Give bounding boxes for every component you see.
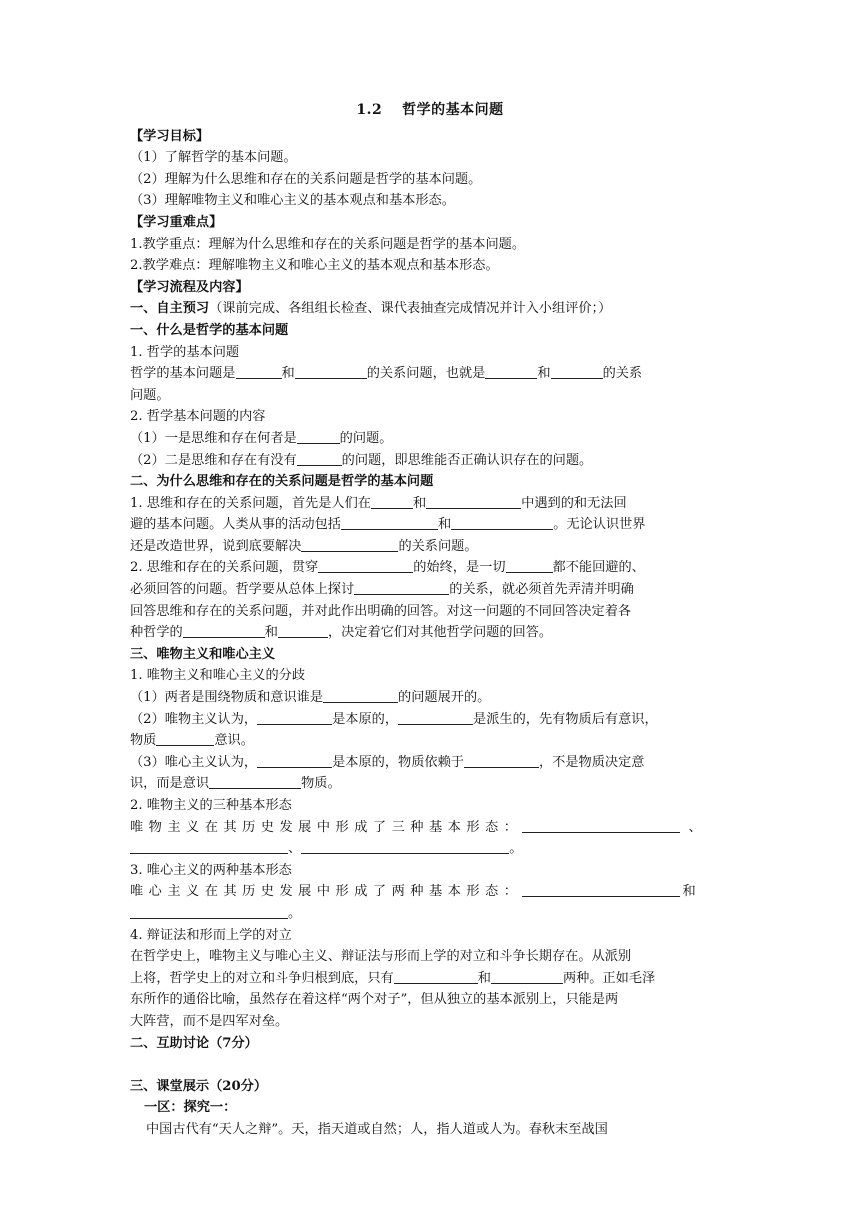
text-line: （1）一是思维和存在何者是 的问题。 (130, 430, 393, 446)
document-title: 1.2 哲学的基本问题 (356, 102, 504, 118)
fill-blank[interactable] (323, 688, 398, 703)
text-line: 大阵营，而不是四军对垒。 (130, 1013, 289, 1029)
document-page (130, 100, 730, 1141)
text-line: 物质 意识。 (130, 733, 254, 749)
text-line: 识，而是意识 物质。 (130, 776, 341, 792)
text-line: 在哲学史上，唯物主义与唯心主义、辩证法与形而上学的对立和斗争长期存在。从派别 (130, 949, 632, 965)
fill-blank[interactable] (371, 494, 413, 509)
fill-blank[interactable] (398, 710, 473, 725)
text-line: 必须回答的问题。哲学要从总体上探讨 的关系，就必须首先弄清并明确 (130, 582, 634, 598)
text-line: （2）二是思维和存在有没有 的问题，即思维能否正确认识存在的问题。 (130, 452, 593, 468)
fill-blank[interactable] (236, 364, 282, 379)
fill-blank[interactable] (354, 580, 449, 595)
text-line: 1. 唯物主义和唯心主义的分歧 (130, 668, 306, 684)
fill-blank[interactable] (297, 451, 342, 466)
text-line: 唯心主义在其历史发展中形成了两种基本形态： 和 (130, 884, 696, 900)
text-line: （3）理解唯物主义和唯心主义的基本观点和基本形态。 (130, 193, 455, 209)
text-line: 3. 唯心主义的两种基本形态 (130, 862, 292, 878)
text-line: 种哲学的 和 ，决定着它们对其他哲学问题的回答。 (130, 625, 553, 641)
text-line: 上将，哲学史上的对立和斗争归根到底，只有 和 两种。正如毛泽 (130, 970, 656, 986)
text-line: 2. 哲学基本问题的内容 (130, 409, 266, 425)
fill-blank[interactable] (341, 515, 438, 530)
text-line: 。 (130, 903, 730, 925)
text-line: 2. 唯物主义的三种基本形态 (130, 798, 292, 813)
text-line: （2）理解为什么思维和存在的关系问题是哲学的基本问题。 (130, 171, 482, 187)
fill-blank[interactable] (209, 774, 301, 789)
text-line: 、 。 (130, 838, 730, 860)
subsection-heading: 三、唯物主义和唯心主义 (130, 646, 276, 662)
text-line: 问题。 (130, 387, 170, 403)
fill-blank[interactable] (551, 364, 603, 379)
heading-part: 一、自主预习 (130, 301, 210, 317)
fill-blank[interactable] (522, 818, 680, 833)
text-line: 哲学的基本问题是 和 的关系问题，也就是 和 的关系 (130, 366, 643, 382)
fill-blank[interactable] (257, 710, 332, 725)
text-line: 1.教学重点：理解为什么思维和存在的关系问题是哲学的基本问题。 (130, 236, 526, 252)
fill-blank[interactable] (318, 558, 413, 573)
text-line (130, 298, 730, 320)
text-line: 4. 辩证法和形而上学的对立 (130, 927, 292, 943)
fill-blank[interactable] (257, 753, 332, 768)
text-line: （3）唯心主义认为， 是本原的，物质依赖于 ，不是物质决定意 (130, 754, 645, 770)
section-heading: 【学习重难点】 (130, 214, 223, 230)
fill-blank[interactable] (297, 429, 340, 444)
section-heading: 【学习目标】 (130, 128, 210, 144)
text-line: 1. 哲学的基本问题 (130, 344, 240, 360)
fill-blank[interactable] (394, 969, 478, 984)
subsection-heading: 二、为什么思维和存在的关系问题是哲学的基本问题 (130, 474, 434, 490)
subsection-heading: 一区：探究一： (144, 1100, 237, 1116)
text-line: 2. 思维和存在的关系问题，贯穿 的始终，是一切 都不能回避的、 (130, 560, 645, 576)
fill-blank[interactable] (522, 882, 680, 897)
section-heading: 三、课堂展示（20分） (130, 1078, 268, 1094)
fill-blank[interactable] (278, 623, 328, 638)
section-heading: 【学习流程及内容】 (130, 279, 249, 295)
text-line: 东所作的通俗比喻，虽然存在着这样“两个对子”，但从独立的基本派别上，只能是两 (130, 992, 619, 1008)
text-line: （1）了解哲学的基本问题。 (130, 150, 297, 166)
text-part: （课前完成、各组组长检查、课代表抽查完成情况并计入小组评价；） (209, 301, 612, 317)
fill-blank[interactable] (130, 904, 288, 919)
fill-blank[interactable] (426, 494, 521, 509)
fill-blank[interactable] (485, 364, 537, 379)
text-line: 还是改造世界，说到底要解决 的关系问题。 (130, 538, 478, 554)
text-line: 中国古代有“天人之辩”。天，指天道或自然；人，指人道或人为。春秋末至战国 (146, 1121, 608, 1137)
fill-blank[interactable] (506, 558, 553, 573)
text-line: 避的基本问题。人类从事的活动包括 和 。无论认识世界 (130, 517, 646, 533)
fill-blank[interactable] (301, 537, 398, 552)
fill-blank[interactable] (451, 515, 553, 530)
fill-blank[interactable] (156, 731, 214, 746)
fill-blank[interactable] (295, 364, 367, 379)
section-heading: 二、互助讨论（7分） (130, 1035, 258, 1051)
text-line: 2.教学难点：理解唯物主义和唯心主义的基本观点和基本形态。 (130, 258, 499, 274)
fill-blank[interactable] (491, 969, 563, 984)
text-line: 回答思维和存在的关系问题，并对此作出明确的回答。对这一问题的不同回答决定着各 (130, 603, 632, 619)
text-line: （1）两者是围绕物质和意识谁是 的问题展开的。 (130, 690, 491, 706)
subsection-heading: 一、什么是哲学的基本问题 (130, 322, 289, 338)
blank-space (130, 1054, 730, 1076)
text-line: （2）唯物主义认为， 是本原的， 是派生的，先有物质后有意识， (130, 711, 658, 727)
text-line: 1. 思维和存在的关系问题，首先是人们在 和 中遇到的和无法回 (130, 495, 627, 511)
fill-blank[interactable] (130, 839, 288, 854)
text-line: 唯物主义在其历史发展中形成了三种基本形态： 、 (130, 819, 702, 835)
fill-blank[interactable] (464, 753, 539, 768)
fill-blank[interactable] (183, 623, 265, 638)
fill-blank[interactable] (301, 839, 509, 854)
